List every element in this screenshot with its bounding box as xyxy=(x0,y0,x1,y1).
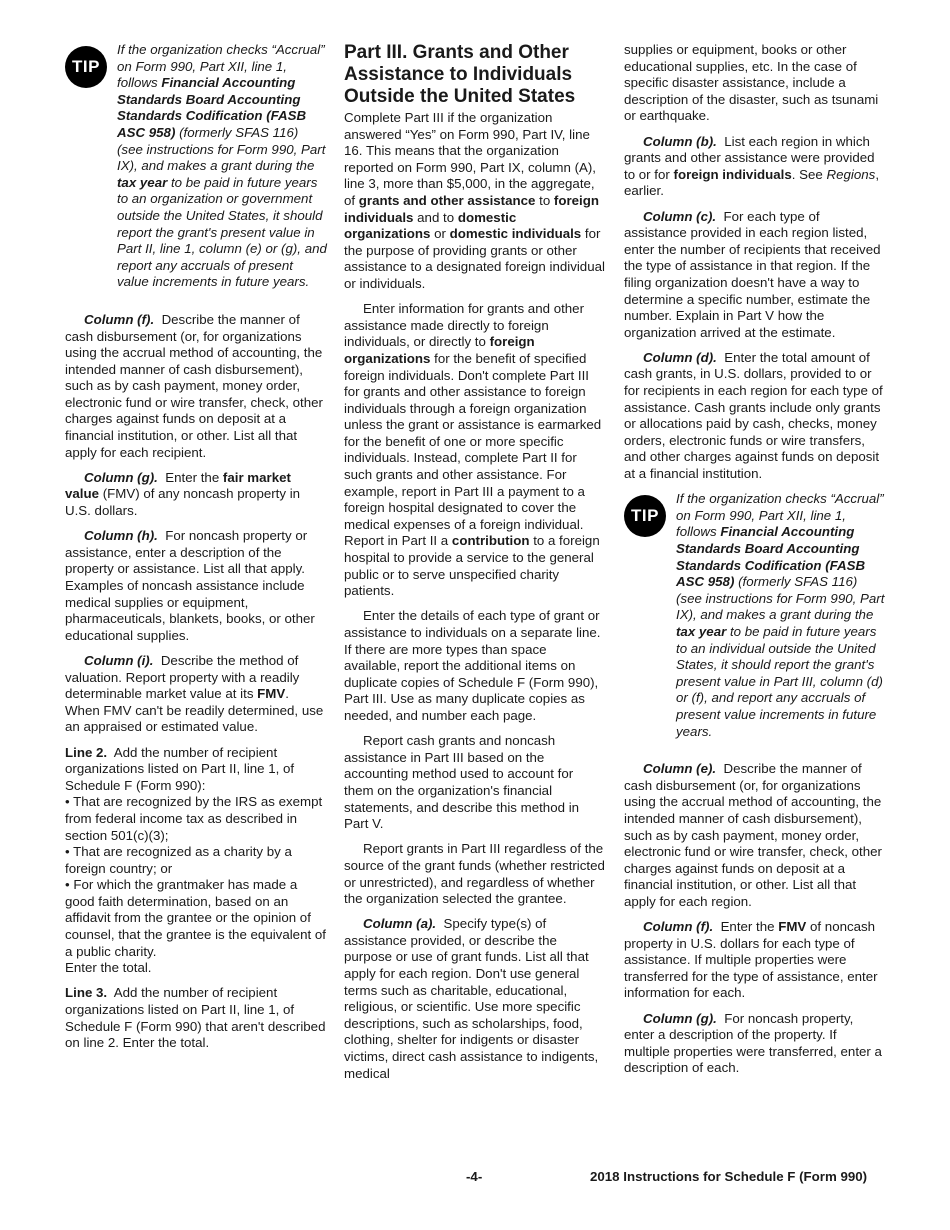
column-b-paragraph: Column (b). List each region in which grants and other assistance were provided to or for foreign individuals. See Regions, earlier. xyxy=(624,133,880,199)
column-h-paragraph: Column (h). For noncash property or assistance, enter a description of the property or assistance. List all that apply. Examples of noncash assistance include medical supplies or equipment, pharmaceuticals, blankets, books, or other educational supplies. xyxy=(65,528,315,643)
tip-icon: TIP xyxy=(624,495,666,537)
line-2-end: Enter the total. xyxy=(65,960,152,976)
column-g-paragraph: Column (g). Enter the fair market value (FMV) of any noncash property in U.S. dollars. xyxy=(65,469,301,519)
tip-box-organization xyxy=(65,42,327,291)
column-f-paragraph: Column (f). Enter the FMV of noncash property in U.S. dollars for each type of assistance. If multiple properties were transferred for the type of assistance, enter information for each. xyxy=(624,919,878,1001)
enter-information-paragraph: Enter information for grants and other assistance made directly to foreign individuals, or directly to foreign organizations for the benefit of specified foreign individuals. Don't complete Part III for grants and other assistance to foreign individuals through a foreign organization unless the grant or assistance is earmarked for the benefit of one or more specific individuals. Instead, complete Part II for such grants and other assistance. For example, report in Part III a payment to a foreign hospital designated to cover the medical expenses of a foreign individual. Report in Part II a contribution to a foreign hospital to provide a service to the general public or to serve unspecified charity patients. xyxy=(344,301,602,599)
column-right xyxy=(624,42,886,1086)
column-c-paragraph: Column (c). For each type of assistance provided in each region listed, enter the number of recipients that received the type of assistance in that region. If the filing organization doesn't have a way to determine a specific number, estimate the number. Explain in Part V how the organization arrived at the estimate. xyxy=(624,208,881,340)
column-e-paragraph: Column (e). Describe the manner of cash disbursement (or, for organizations using the accrual method of accounting, the intended manner of cash disbursement), such as by cash payment, money order, electronic fund or wire transfer, check, other charges against funds on deposit at a financial institution, or other. List all that apply for each region. xyxy=(624,761,882,909)
list-item: • For which the grantmaker has made a good faith determination, based on an affidavit from the grantee or the opinion of counsel, that the grantee is the equivalent of a public charity. xyxy=(65,877,326,959)
line-3-paragraph: Line 3. Add the number of recipient organizations listed on Part II, line 1, of Schedule F (Form 990) that aren't described on line 2. Enter the total. xyxy=(65,985,326,1051)
column-left xyxy=(65,42,327,1060)
column-a-paragraph: Column (a). Specify type(s) of assistance provided, or describe the purpose or use of grant funds. List all that apply for each region. Don't use general terms such as charitable, educational, religious, or scientific. Use more specific descriptions, such as scholarships, food, clothing, shelter for indigents or disaster victims, direct cash assistance to indigents, medical xyxy=(344,916,599,1081)
page-number: -4- xyxy=(466,1169,483,1184)
column-i-paragraph: Column (i). Describe the method of valuation. Report property with a readily determinable market value at its FMV. When FMV can't be readily determined, use an appraised or estimated value. xyxy=(65,652,324,735)
enter-details-paragraph: Enter the details of each type of grant or assistance to individuals on a separate line. If there are more types than space available, report the additional items on duplicate copies of Schedule F (Form 990), Part III. Use as many duplicate copies as needed, and number each page. xyxy=(344,608,601,723)
section-heading: Part III. Grants and Other Assistance to Individuals Outside the United States xyxy=(344,42,576,107)
column-f-paragraph: Column (f). Describe the manner of cash disbursement (or, for organizations using the accrual method of accounting, the intended manner of cash disbursement), such as by cash payment, money order, electronic fund or wire transfer, check, other charges against funds on deposit at a financial institution, or other. List all that apply for each recipient. xyxy=(65,311,323,460)
column-g-paragraph: Column (g). For noncash property, enter a description of the property. If multiple properties were transferred, enter a description of each. xyxy=(624,1010,882,1076)
report-cash-grants-paragraph: Report cash grants and noncash assistance in Part III based on the accounting method used to account for them on the organization's financial statements, and describe this method in Part V. xyxy=(344,733,580,832)
tip-text: If the organization checks “Accrual” on Form 990, Part XII, line 1, follows Financial Accounting Standards Board Accounting Standards Codification (FASB ASC 958) (formerly SFAS 116) (see instructions for Form 990, Part IX), and makes a grant during the tax year to be paid in future years to an organization or government outside the United States, it should report the grant's present value in Part II, line 1, column (e) or (g), and report any accruals of present value increments in future years. xyxy=(117,42,327,290)
tip-icon: TIP xyxy=(65,46,107,88)
column-d-paragraph: Column (d). Enter the total amount of cash grants, in U.S. dollars, provided to or for recipients in each region for each type of assistance. Cash grants include only grants or allocations paid by cash, checks, money orders, electronic funds or wire transfers, and other charges against funds on deposit at a financial institution. xyxy=(624,349,883,482)
line-2-paragraph: Line 2. Add the number of recipient organizations listed on Part II, line 1, of Schedule F (Form 990): • That are recognized by the IRS as exempt from federal income tax as described in section 501(c)(3); • That are recognized as a charity by a foreign country; or • For which the grantmaker has made a good faith determination, based on an affidavit from the grantee or the opinion of counsel, that the grantee is the equivalent of a public charity. Enter the total. xyxy=(65,744,326,976)
column-a-continued: supplies or equipment, books or other educational supplies, etc. In the case of specific disaster assistance, include a description of the disaster, such as tsunami or earthquake. xyxy=(624,42,879,124)
report-grants-paragraph: Report grants in Part III regardless of the source of the grant funds (whether restricted or unrestricted), and regardless of whether the organization selected the grantee. xyxy=(344,841,605,907)
tip-box-individual xyxy=(624,491,886,740)
column-middle xyxy=(344,42,606,1091)
list-item: • That are recognized as a charity by a foreign country; or xyxy=(65,844,292,876)
tip-text: If the organization checks “Accrual” on Form 990, Part XII, line 1, follows Financial Accounting Standards Board Accounting Standards Codification (FASB ASC 958) (formerly SFAS 116) (see instructions for Form 990, Part IX), and makes a grant during the tax year to be paid in future years to an individual outside the United States, it should report the grant's present value in Part III, column (d) or (f), and report any accruals of present value increments in future years. xyxy=(676,491,885,739)
part-3-intro-paragraph: Complete Part III if the organization answered “Yes” on Form 990, Part IV, line 16. This means that the organization reported on Form 990, Part IX, column (A), line 3, more than $5,000, in the aggregate, of grants and other assistance to foreign individuals and to domestic organizations or domestic individuals for the purpose of providing grants or other assistance to a designated foreign individual or individuals. xyxy=(344,110,605,291)
footer-title: 2018 Instructions for Schedule F (Form 990) xyxy=(590,1169,868,1184)
list-item: • That are recognized by the IRS as exempt from federal income tax as described in section 501(c)(3); xyxy=(65,794,323,843)
